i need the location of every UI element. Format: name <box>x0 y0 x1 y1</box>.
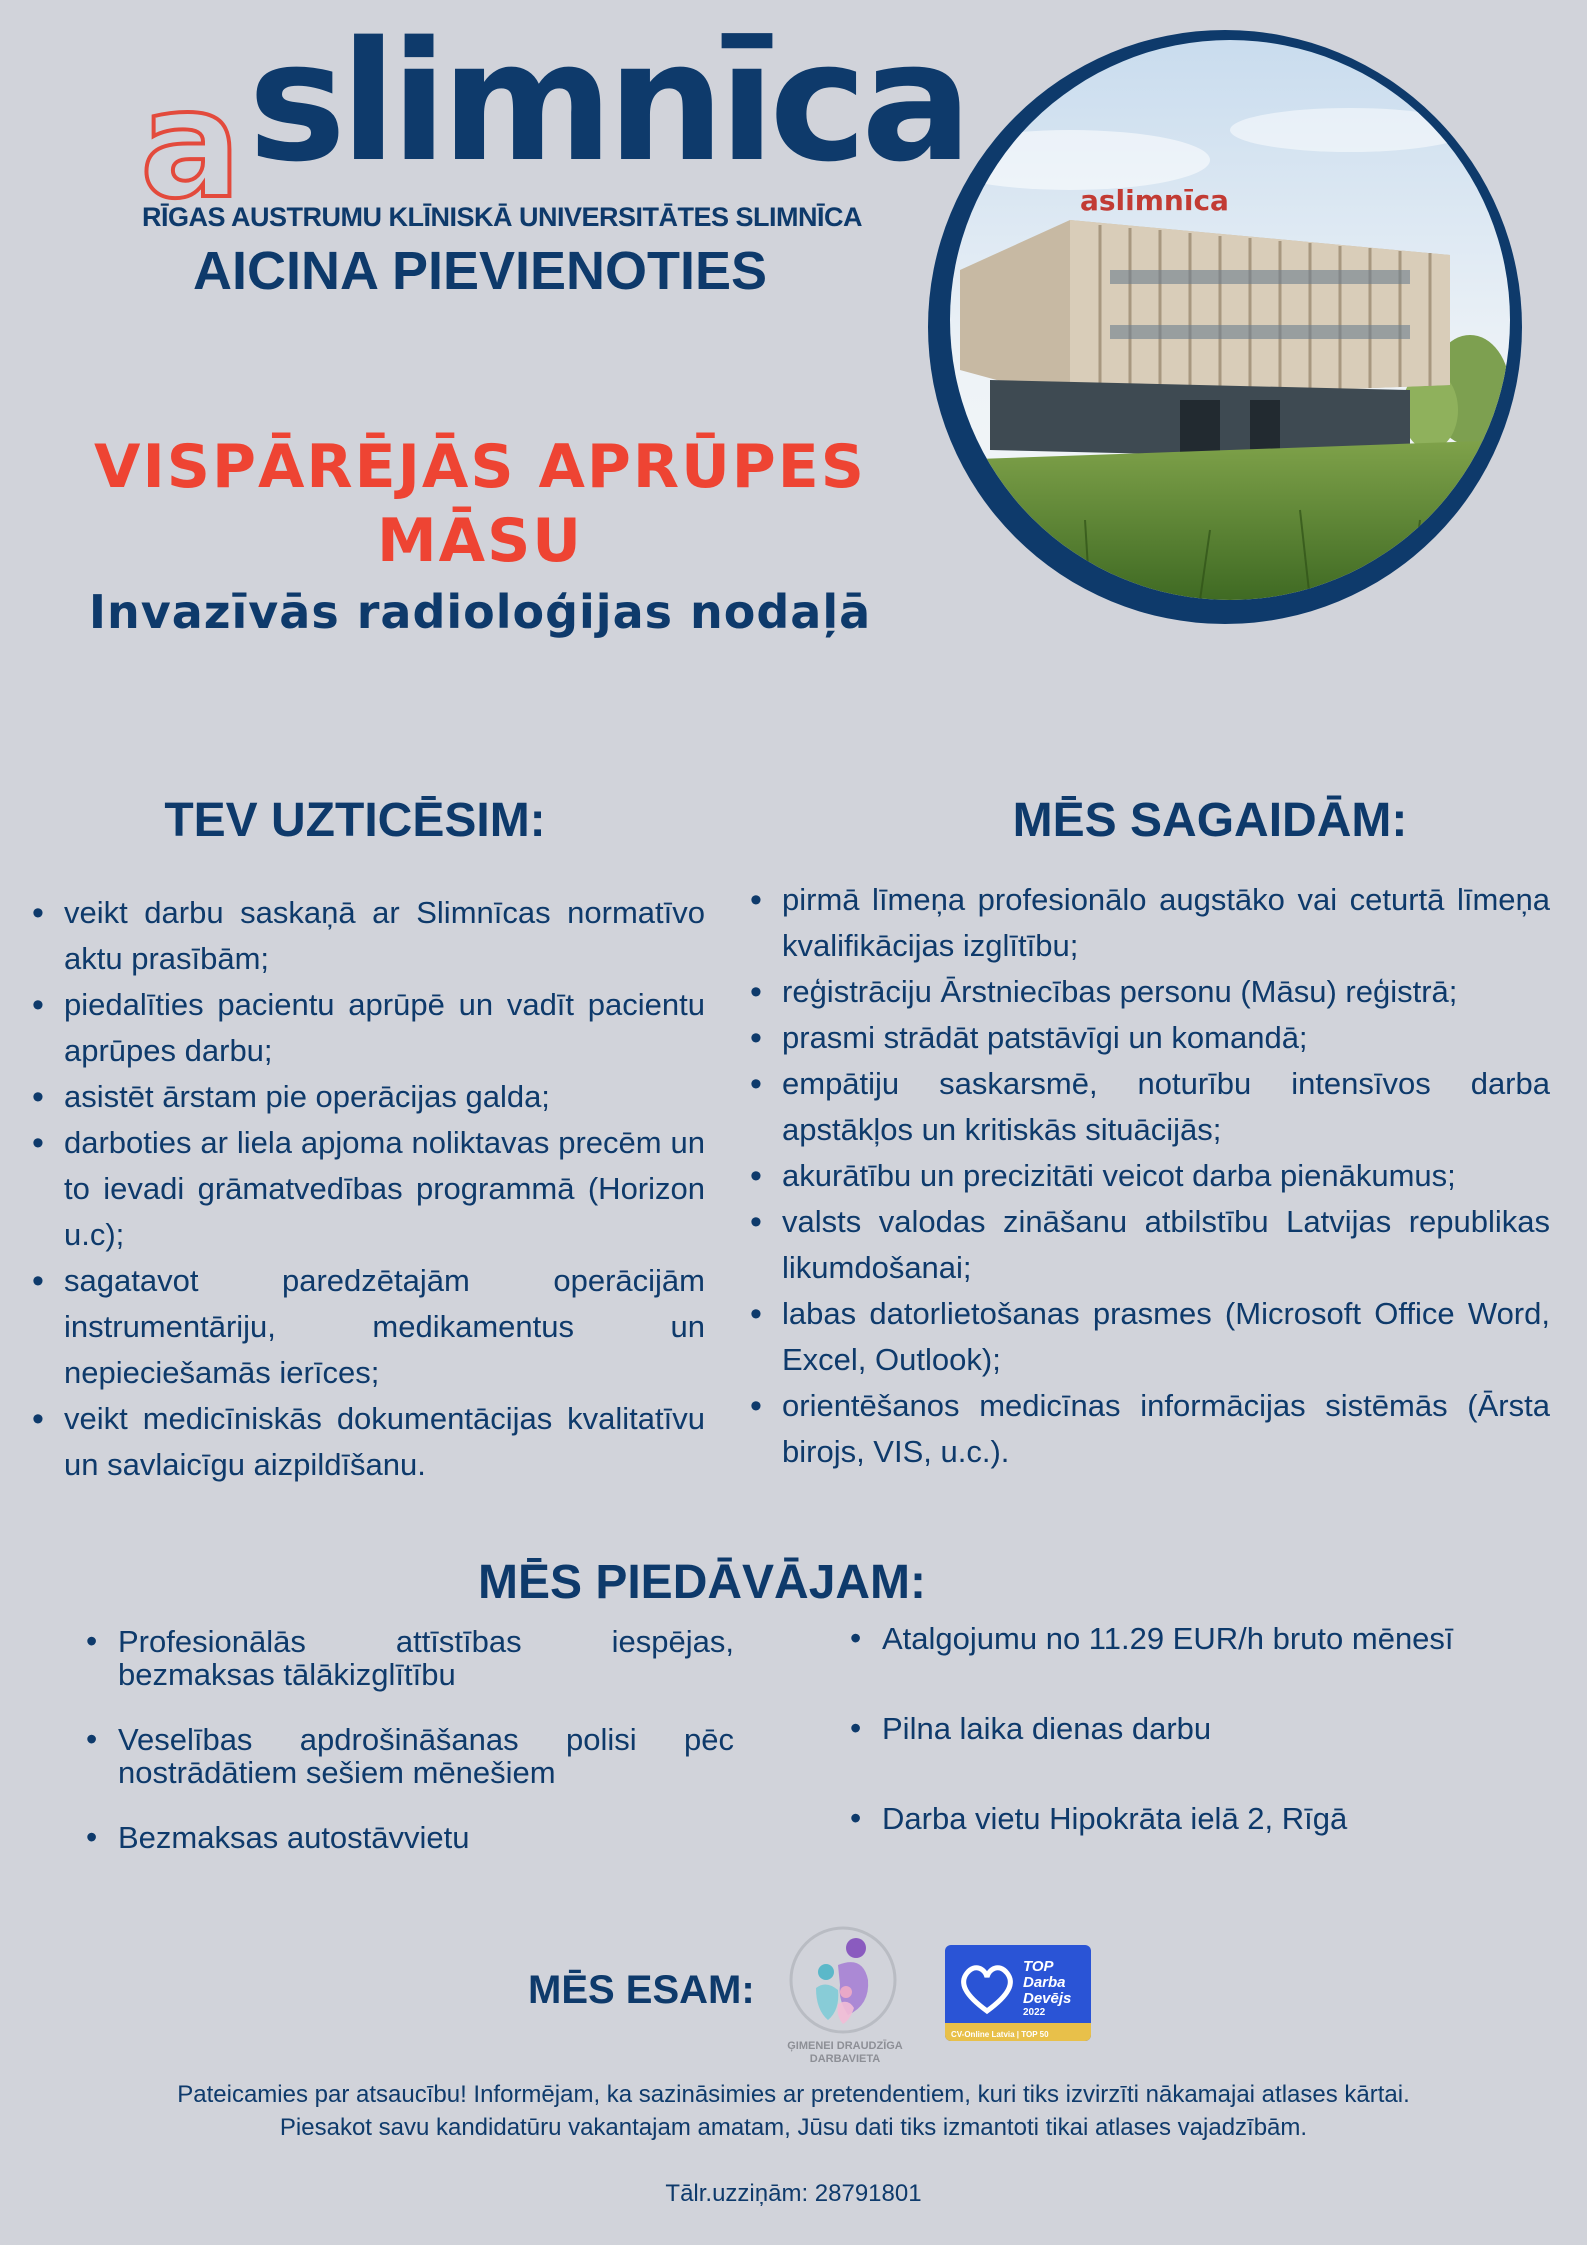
position-title-line1: VISPĀRĒJĀS APRŪPES <box>94 432 866 502</box>
list-item: • sagatavot paredzētajām operācijām instrumentāriju, medikamentus un nepieciešamās ierīces; <box>32 1258 705 1396</box>
list-item: • veikt darbu saskaņā ar Slimnīcas normatīvo aktu prasībām; <box>32 890 705 982</box>
top-employer-badge <box>945 1945 1091 2041</box>
list-item: • Pilna laika dienas darbu <box>850 1712 1510 1745</box>
we-are-label: MĒS ESAM: <box>528 1968 755 2012</box>
privacy-note <box>0 2078 1587 2144</box>
invite-heading: AICINA PIEVIENOTIES <box>192 241 768 301</box>
trust-heading: TEV UZTICĒSIM: <box>164 794 546 847</box>
list-item: • Darba vietu Hipokrāta ielā 2, Rīgā <box>850 1802 1510 1835</box>
privacy-note-line1: Pateicamies par atsaucību! Informējam, ka sazināsimies ar pretendentiem, kuri tiks izvirzīti nākamajai atlases kārtai. <box>177 2081 1410 2108</box>
list-item: • prasmi strādāt patstāvīgi un komandā; <box>750 1015 1550 1061</box>
list-item: • reģistrāciju Ārstniecības personu (Māsu) reģistrā; <box>750 969 1550 1015</box>
hospital-logo <box>140 6 967 232</box>
offer-list-left <box>86 1625 734 1886</box>
top-employer-title: TOP Darba Devējs <box>1023 1958 1072 2007</box>
heart-icon <box>955 1955 1019 2019</box>
offer-list-right <box>850 1622 1510 1892</box>
hospital-building-photo <box>928 30 1522 624</box>
logo-a-mark: a <box>140 58 242 232</box>
list-item: • empātiju saskarsmē, noturību intensīvos darba apstākļos un kritiskās situācijās; <box>750 1061 1550 1153</box>
position-title-line2: MĀSU <box>376 506 584 576</box>
family-friendly-badge <box>788 1920 898 2060</box>
list-item: • asistēt ārstam pie operācijas galda; <box>32 1074 705 1120</box>
logo-subtitle: RĪGAS AUSTRUMU KLĪNISKĀ UNIVERSITĀTES SLIMNĪCA <box>142 202 863 232</box>
list-item: • Veselības apdrošināšanas polisi pēc nostrādātiem sešiem mēnešiem <box>86 1723 734 1789</box>
list-item: • Profesionālās attīstības iespējas, bezmaksas tālākizglītību <box>86 1625 734 1691</box>
list-item: • piedalīties pacientu aprūpē un vadīt pacientu aprūpes darbu; <box>32 982 705 1074</box>
list-item: • Bezmaksas autostāvvietu <box>86 1821 734 1854</box>
expect-heading: MĒS SAGAIDĀM: <box>1012 794 1408 847</box>
list-item: • labas datorlietošanas prasmes (Microsoft Office Word, Excel, Outlook); <box>750 1291 1550 1383</box>
list-item: • orientēšanos medicīnas informācijas sistēmās (Ārsta birojs, VIS, u.c.). <box>750 1383 1550 1475</box>
department-subtitle: Invazīvās radioloģijas nodaļā <box>88 585 872 639</box>
privacy-note-line2: Piesakot savu kandidatūru vakantajam amatam, Jūsu dati tiks izmantoti tikai atlases vajadzībām. <box>279 2114 1308 2141</box>
contact-phone: Tālr.uzziņām: 28791801 <box>665 2180 922 2207</box>
position-title <box>0 430 960 578</box>
list-item: • darboties ar liela apjoma noliktavas precēm un to ievadi grāmatvedības programmā (Horizon u.c); <box>32 1120 705 1258</box>
logo-wordmark: slimnīca <box>248 6 967 198</box>
list-item: • Atalgojumu no 11.29 EUR/h bruto mēnesī <box>850 1622 1510 1655</box>
top-employer-footer: CV-Online Latvia | TOP 50 <box>951 2030 1049 2039</box>
list-item: • akurātību un precizitāti veicot darba pienākumus; <box>750 1153 1550 1199</box>
list-item: • pirmā līmeņa profesionālo augstāko vai ceturtā līmeņa kvalifikācijas izglītību; <box>750 877 1550 969</box>
building-sign: aslimnīca <box>1080 184 1229 217</box>
list-item: • veikt medicīniskās dokumentācijas kvalitatīvu un savlaicīgu aizpildīšanu. <box>32 1396 705 1488</box>
trust-list <box>32 890 705 1488</box>
expect-list <box>750 877 1550 1475</box>
top-employer-year: 2022 <box>1023 2007 1046 2018</box>
list-item: • valsts valodas zināšanu atbilstību Latvijas republikas likumdošanai; <box>750 1199 1550 1291</box>
offer-heading: MĒS PIEDĀVĀJAM: <box>477 1556 927 1609</box>
family-friendly-caption: ĢIMENEI DRAUDZĪGA DARBAVIETA <box>787 2040 903 2065</box>
